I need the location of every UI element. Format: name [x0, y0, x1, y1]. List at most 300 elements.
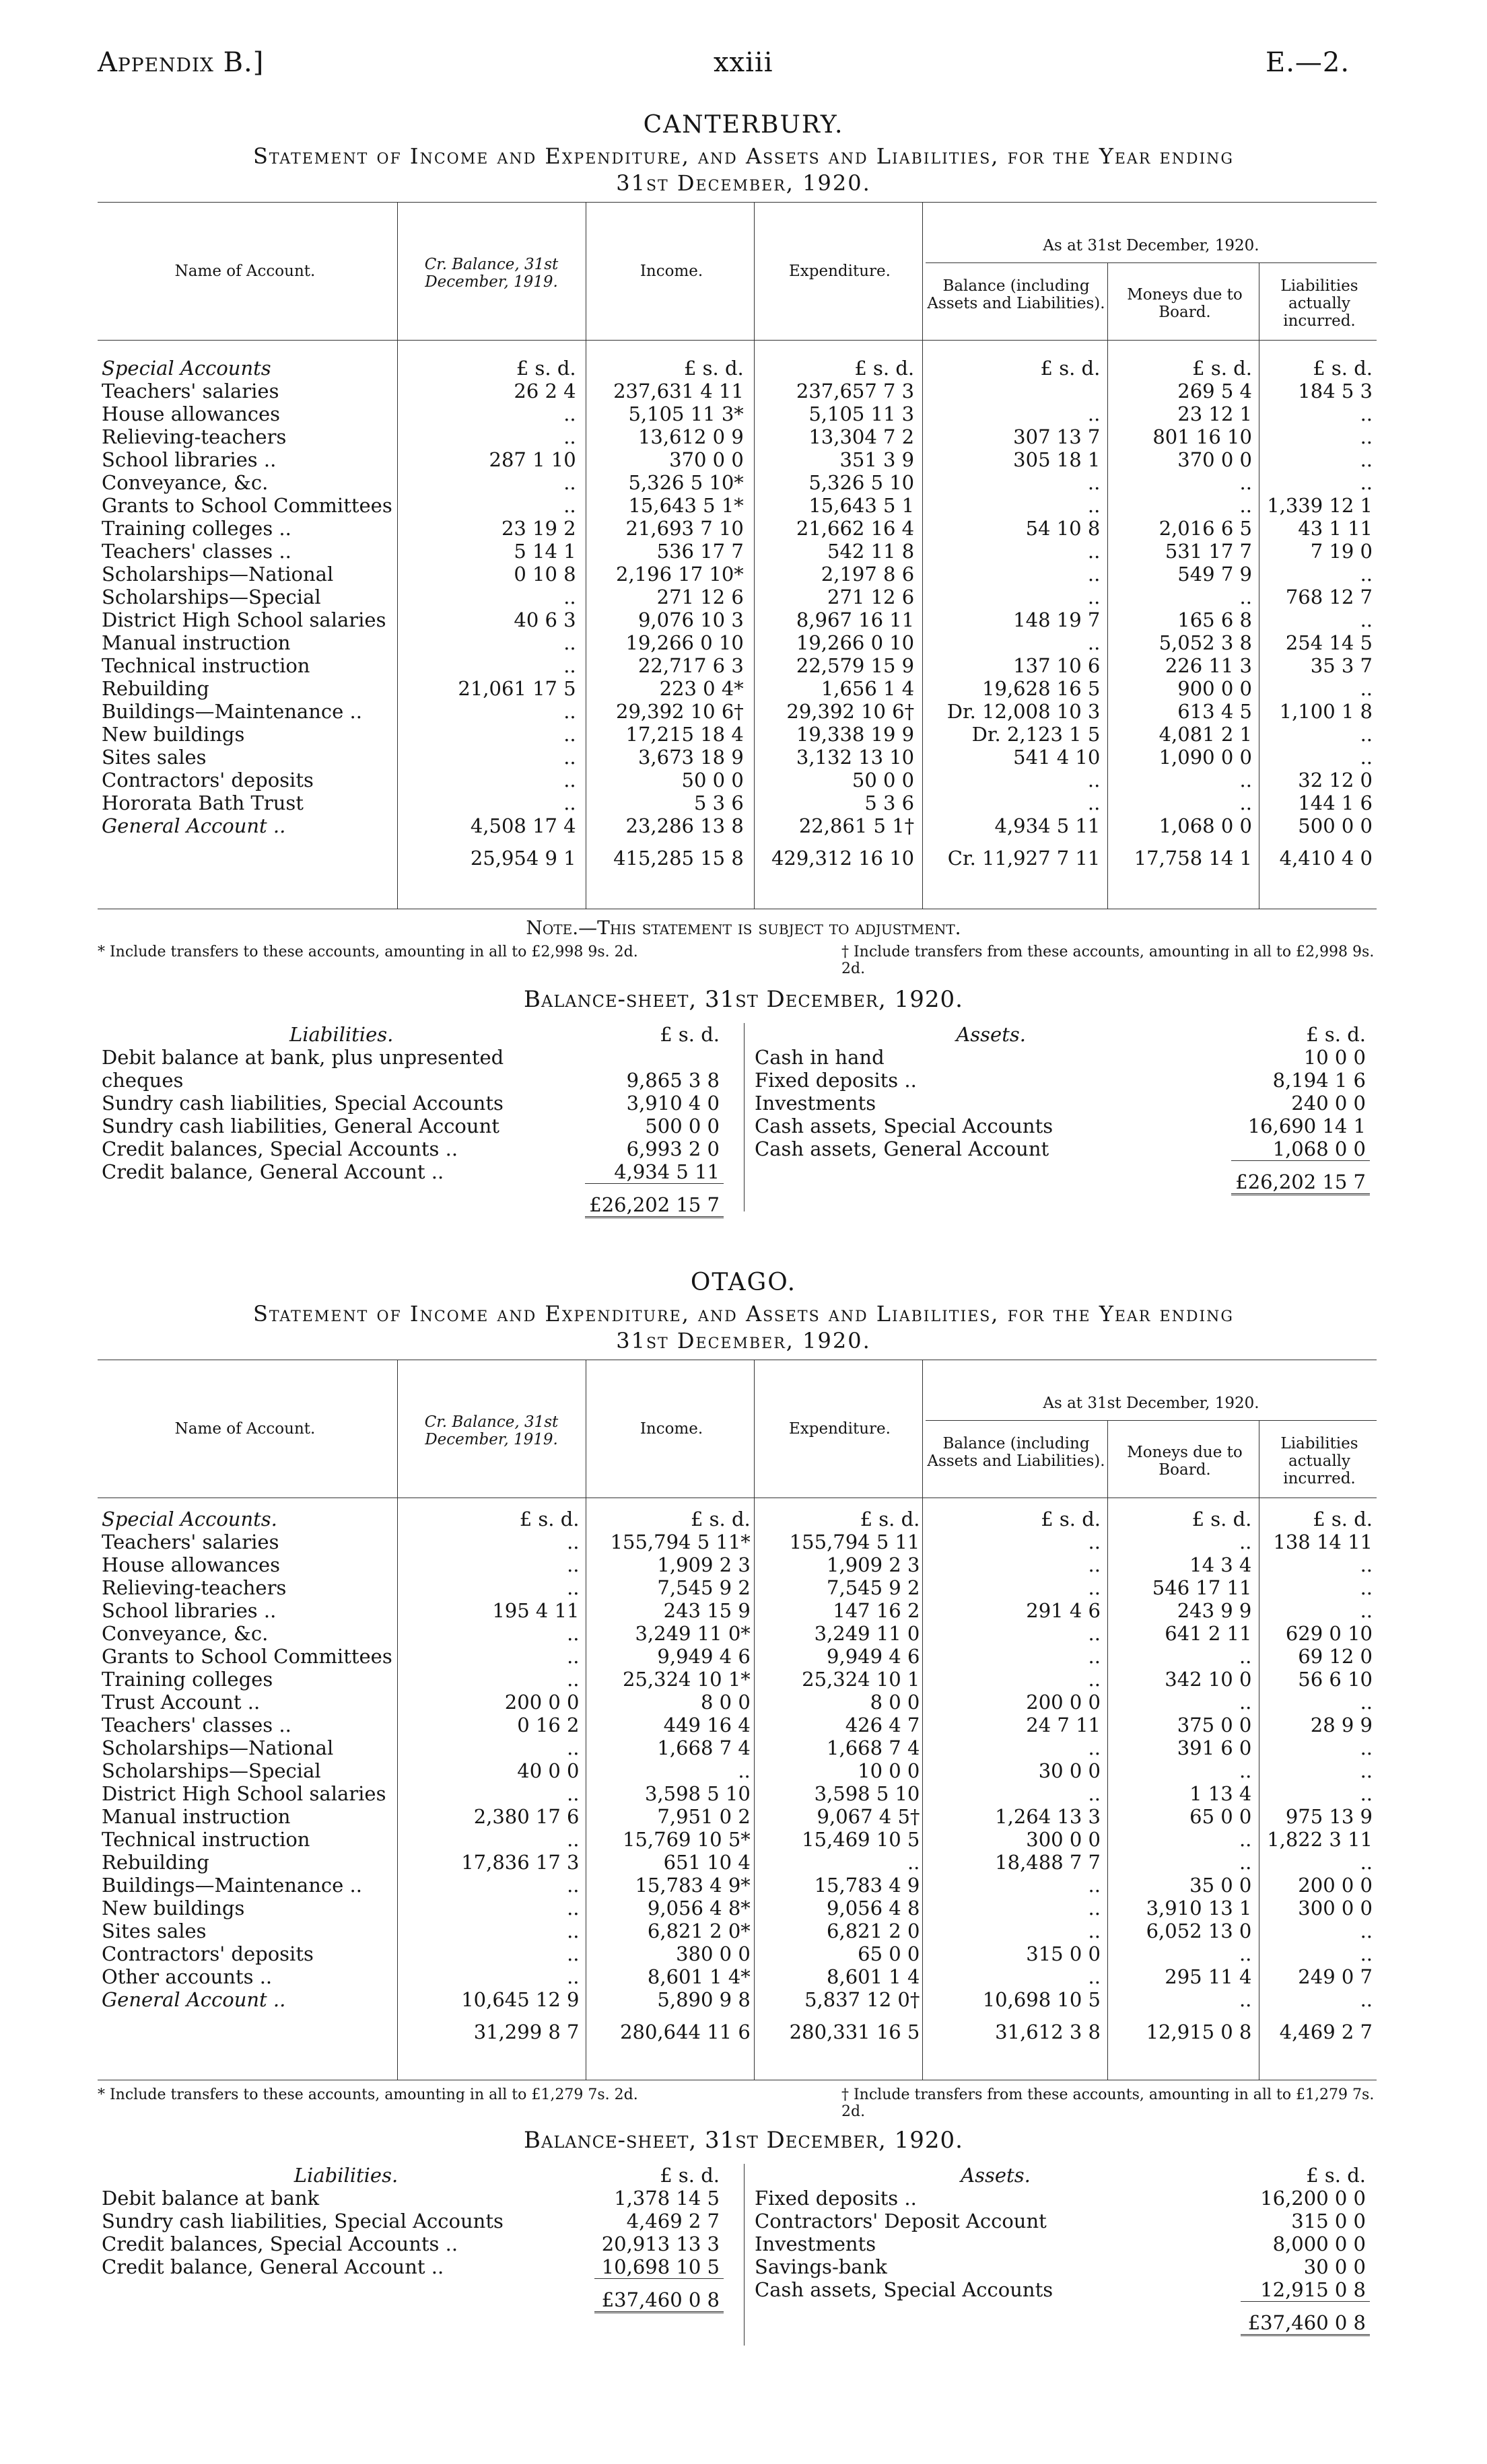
amount-cell: 19,338 19 9	[796, 723, 915, 746]
amount-cell: ..	[1088, 1553, 1101, 1576]
totals-row	[98, 837, 1377, 870]
item-label: Cash assets, Special Accounts	[755, 1115, 1053, 1137]
balance-sheet-row	[751, 1046, 1370, 1069]
amount-cell: 21,662 16 4	[796, 517, 915, 540]
col-expenditure-header: Expenditure.	[789, 262, 891, 280]
item-label: Credit balances, Special Accounts ..	[102, 1137, 458, 1160]
balance-sheet-row	[98, 2210, 724, 2232]
table-row	[98, 563, 1377, 586]
amount-cell: ..	[1088, 1622, 1101, 1645]
amount-cell: ..	[1088, 1576, 1101, 1599]
table-row	[98, 494, 1377, 517]
amount-cell: 342 10 0	[1165, 1668, 1252, 1691]
col-expenditure-header: Expenditure.	[789, 1420, 891, 1438]
canterbury-statement-line2: 31st December, 1920.	[616, 170, 871, 196]
item-amount: 500 0 0	[645, 1115, 720, 1137]
table-row	[98, 746, 1377, 769]
otago-statement-line1: Statement of Income and Expenditure, and Assets and Liabilities, for the Year ending	[252, 1301, 1235, 1327]
account-name: Teachers' salaries	[102, 1530, 279, 1553]
amount-cell: Dr. 12,008 10 3	[946, 700, 1101, 723]
amount-cell: 3,249 11 0	[814, 1622, 920, 1645]
amount-cell: 651 10 4	[663, 1851, 751, 1874]
amount-cell: 22,861 5 1†	[798, 814, 915, 837]
amount-cell: 536 17 7	[656, 540, 744, 563]
amount-cell: 15,469 10 5	[802, 1828, 920, 1851]
amount-cell: ..	[567, 1942, 580, 1965]
account-name: Technical instruction	[102, 654, 310, 677]
otago-column-headers	[98, 1360, 1377, 1498]
amount-cell: 5,105 11 3	[808, 402, 915, 425]
item-amount: 8,194 1 6	[1272, 1069, 1366, 1092]
table-row	[98, 1599, 1377, 1622]
amount-cell: 4,508 17 4	[470, 814, 576, 837]
account-name: Teachers' classes ..	[102, 540, 291, 563]
account-name: Contractors' deposits	[102, 769, 314, 791]
amount-cell: £ s. d.	[684, 357, 744, 380]
table-row	[98, 471, 1377, 494]
amount-cell: ..	[1088, 1920, 1101, 1942]
amount-cell: ..	[1360, 1759, 1373, 1782]
amount-cell: 22,579 15 9	[796, 654, 915, 677]
amount-cell: £ s. d.	[1313, 357, 1373, 380]
table-row	[98, 1645, 1377, 1668]
amount-cell: 249 0 7	[1298, 1965, 1373, 1988]
amount-cell: £ s. d.	[1192, 357, 1252, 380]
account-name: Buildings—Maintenance ..	[102, 1874, 362, 1897]
amount-cell: ..	[1087, 494, 1101, 517]
amount-cell: 271 12 6	[827, 586, 915, 608]
item-label: Fixed deposits ..	[755, 1069, 917, 1092]
table-row	[98, 700, 1377, 723]
amount-cell: 391 6 0	[1177, 1736, 1252, 1759]
amount-cell: 380 0 0	[676, 1942, 751, 1965]
amount-cell: 19,628 16 5	[982, 677, 1101, 700]
amount-cell: 10 0 0	[858, 1759, 920, 1782]
amount-cell: 3,132 13 10	[796, 746, 915, 769]
account-name: Hororata Bath Trust	[102, 791, 304, 814]
amount-cell: ..	[567, 1668, 580, 1691]
amount-cell: 541 4 10	[1013, 746, 1101, 769]
table-row	[98, 1622, 1377, 1645]
item-amount: 12,915 0 8	[1260, 2278, 1366, 2301]
item-amount: 1,068 0 0	[1272, 1137, 1366, 1160]
amount-cell: ..	[563, 586, 576, 608]
amount-cell: ..	[1239, 471, 1252, 494]
item-label: Investments	[755, 1092, 876, 1115]
amount-cell: ..	[1088, 1668, 1101, 1691]
amount-cell: 305 18 1	[1013, 448, 1101, 471]
amount-cell: ..	[567, 1622, 580, 1645]
amount-cell: ..	[1239, 586, 1252, 608]
amount-cell: 43 1 11	[1298, 517, 1373, 540]
amount-cell: ..	[738, 1759, 751, 1782]
item-label: Contractors' Deposit Account	[755, 2210, 1047, 2232]
amount-cell: 155,794 5 11*	[610, 1530, 751, 1553]
amount-cell: ..	[1239, 1942, 1252, 1965]
amount-cell: 137 10 6	[1013, 654, 1101, 677]
amount-cell: 5,890 9 8	[657, 1988, 751, 2011]
amount-cell: 10,645 12 9	[461, 1988, 580, 2011]
amount-cell: 768 12 7	[1285, 586, 1373, 608]
canterbury-note: Note.—This statement is subject to adjustment.	[526, 917, 961, 939]
amount-cell: 1,339 12 1	[1267, 494, 1373, 517]
item-amount: 10 0 0	[1303, 1046, 1366, 1069]
item-amount: 1,378 14 5	[614, 2187, 720, 2210]
amount-cell: 144 1 6	[1298, 791, 1373, 814]
amount-cell: 243 9 9	[1177, 1599, 1252, 1622]
col-balance-header: Balance (including Assets and Liabilities).	[927, 1435, 1105, 1470]
amount-cell: 975 13 9	[1285, 1805, 1373, 1828]
amount-cell: 4,410 4 0	[1279, 847, 1373, 870]
balance-sheet-row	[751, 2187, 1370, 2210]
amount-cell: 6,821 2 0*	[647, 1920, 751, 1942]
amount-cell: £ s. d.	[1041, 1508, 1101, 1530]
amount-cell: 426 4 7	[845, 1714, 920, 1736]
amount-cell: 50 0 0	[681, 769, 744, 791]
assets-total: £37,460 0 8	[1241, 2302, 1370, 2335]
amount-cell: ..	[1088, 1645, 1101, 1668]
amount-cell: ..	[1239, 1759, 1252, 1782]
amount-cell: 54 10 8	[1025, 517, 1101, 540]
amount-cell: 29,392 10 6†	[616, 700, 744, 723]
amount-cell: ..	[563, 494, 576, 517]
amount-cell: 25,324 10 1*	[623, 1668, 751, 1691]
otago-statement-line2: 31st December, 1920.	[616, 1328, 871, 1353]
table-row	[98, 1691, 1377, 1714]
table-row	[98, 1576, 1377, 1599]
amount-cell: 6,052 13 0	[1146, 1920, 1252, 1942]
amount-cell: 546 17 11	[1152, 1576, 1252, 1599]
amount-cell: ..	[1087, 586, 1101, 608]
otago-footnote-from: † Include transfers from these accounts, amounting in all to £1,279 7s. 2d.	[841, 2086, 1375, 2120]
amount-cell: 147 16 2	[833, 1599, 920, 1622]
amount-cell: 3,598 5 10	[814, 1782, 920, 1805]
otago-accounts-table	[98, 1508, 1377, 2043]
col-cr-header: Cr. Balance, 31st December, 1919.	[424, 256, 559, 291]
amount-cell: ..	[1087, 769, 1101, 791]
amount-cell: 200 0 0	[1298, 1874, 1373, 1897]
amount-cell: 415,285 15 8	[613, 847, 744, 870]
amount-cell: ..	[567, 1530, 580, 1553]
amount-cell: 3,598 5 10	[644, 1782, 751, 1805]
amount-cell: 613 4 5	[1177, 700, 1252, 723]
report-code: E.—2.	[1266, 47, 1350, 78]
item-label: Cash assets, General Account	[755, 1137, 1049, 1161]
amount-cell: ..	[1239, 1988, 1252, 2011]
item-label: Credit balances, Special Accounts ..	[102, 2232, 458, 2255]
table-row	[98, 1553, 1377, 1576]
amount-cell: ..	[1360, 1576, 1373, 1599]
account-name: Sites sales	[102, 1920, 207, 1942]
account-name: Manual instruction	[102, 631, 291, 654]
amount-cell: 40 6 3	[514, 608, 576, 631]
table-row	[98, 814, 1377, 837]
amount-cell: 280,331 16 5	[789, 2020, 920, 2043]
amount-cell: 2,196 17 10*	[616, 563, 744, 586]
amount-cell: ..	[1088, 1965, 1101, 1988]
item-amount: 10,698 10 5	[601, 2255, 720, 2278]
account-name: Scholarships—Special	[102, 1759, 321, 1782]
item-label: Cash assets, Special Accounts	[755, 2278, 1053, 2302]
amount-cell: 801 16 10	[1152, 425, 1252, 448]
amount-cell: 0 10 8	[514, 563, 576, 586]
amount-cell: 56 6 10	[1298, 1668, 1373, 1691]
amount-cell: 7,951 0 2	[657, 1805, 751, 1828]
amount-cell: 21,693 7 10	[625, 517, 744, 540]
amount-cell: 3,673 18 9	[637, 746, 744, 769]
amount-cell: 237,657 7 3	[796, 380, 915, 402]
amount-cell: 307 13 7	[1013, 425, 1101, 448]
amount-cell: 15,769 10 5*	[623, 1828, 751, 1851]
currency-heading: £ s. d.	[660, 2164, 720, 2187]
amount-cell: ..	[1087, 791, 1101, 814]
amount-cell: ..	[1360, 1988, 1373, 2011]
amount-cell: 26 2 4	[514, 380, 576, 402]
amount-cell: 19,266 0 10	[625, 631, 744, 654]
amount-cell: 1,100 1 8	[1279, 700, 1373, 723]
amount-cell: ..	[1088, 1736, 1101, 1759]
table-row	[98, 608, 1377, 631]
table-row	[98, 677, 1377, 700]
amount-cell: ..	[1360, 1920, 1373, 1942]
balance-sheet-row	[98, 2187, 724, 2210]
amount-cell: ..	[1360, 1553, 1373, 1576]
col-name-header: Name of Account.	[174, 1420, 316, 1438]
amount-cell: ..	[563, 791, 576, 814]
otago-balance-sheet-title: Balance-sheet, 31st December, 1920.	[524, 2127, 963, 2154]
currency-heading: £ s. d.	[1306, 1023, 1366, 1046]
table-row	[98, 1851, 1377, 1874]
amount-cell: 25,324 10 1	[802, 1668, 920, 1691]
account-name: General Account ..	[102, 814, 286, 837]
amount-cell: 449 16 4	[663, 1714, 751, 1736]
amount-cell: ..	[1088, 1874, 1101, 1897]
amount-cell: ..	[1239, 791, 1252, 814]
amount-cell: ..	[1239, 1828, 1252, 1851]
amount-cell: ..	[563, 402, 576, 425]
amount-cell: 15,783 4 9*	[635, 1874, 751, 1897]
amount-cell: 15,783 4 9	[814, 1874, 920, 1897]
table-row	[98, 631, 1377, 654]
amount-cell: 5,105 11 3*	[628, 402, 744, 425]
amount-cell: 23 19 2	[501, 517, 576, 540]
amount-cell: ..	[567, 1576, 580, 1599]
amount-cell: 370 0 0	[669, 448, 744, 471]
account-name: House allowances	[102, 402, 281, 425]
amount-cell: 1 13 4	[1189, 1782, 1252, 1805]
amount-cell: 2,016 6 5	[1159, 517, 1252, 540]
amount-cell: 5,326 5 10*	[628, 471, 744, 494]
amount-cell: 6,821 2 0	[827, 1920, 920, 1942]
item-amount: 8,000 0 0	[1272, 2232, 1366, 2255]
table-row	[98, 380, 1377, 402]
table-row	[98, 791, 1377, 814]
amount-cell: 3,249 11 0*	[635, 1622, 751, 1645]
assets-heading: Assets.	[956, 1023, 1026, 1046]
amount-cell: £ s. d.	[691, 1508, 751, 1530]
item-label: Debit balance at bank, plus unpresented cheques	[102, 1046, 504, 1092]
amount-cell: 2,197 8 6	[821, 563, 915, 586]
col-liabilities-header: Liabilities actually incurred.	[1280, 1435, 1358, 1487]
amount-cell: 5 3 6	[864, 791, 915, 814]
amount-cell: 900 0 0	[1177, 677, 1252, 700]
item-amount: 4,934 5 11	[614, 1160, 720, 1183]
table-row	[98, 1828, 1377, 1851]
amount-cell: 65 0 0	[858, 1942, 920, 1965]
amount-cell: ..	[1239, 769, 1252, 791]
table-row	[98, 357, 1377, 380]
account-name: Relieving-teachers	[102, 1576, 287, 1599]
amount-cell: ..	[1087, 631, 1101, 654]
account-name: Conveyance, &c.	[102, 471, 269, 494]
account-name: Scholarships—Special	[102, 586, 321, 608]
table-row	[98, 1759, 1377, 1782]
amount-cell: ..	[1360, 723, 1373, 746]
amount-cell: ..	[1239, 1530, 1252, 1553]
table-row	[98, 586, 1377, 608]
amount-cell: ..	[1360, 1736, 1373, 1759]
amount-cell: £ s. d.	[516, 357, 576, 380]
amount-cell: 4,081 2 1	[1159, 723, 1252, 746]
amount-cell: ..	[563, 723, 576, 746]
amount-cell	[918, 380, 1104, 402]
amount-cell: 542 11 8	[827, 540, 915, 563]
currency-heading: £ s. d.	[660, 1023, 720, 1046]
amount-cell: 17,758 14 1	[1134, 847, 1252, 870]
account-name: Special Accounts	[102, 357, 271, 380]
item-label: Investments	[755, 2232, 876, 2255]
amount-cell: 287 1 10	[489, 448, 576, 471]
amount-cell: £ s. d.	[860, 1508, 920, 1530]
amount-cell: Dr. 2,123 1 5	[971, 723, 1101, 746]
amount-cell: 165 6 8	[1177, 608, 1252, 631]
amount-cell: 28 9 9	[1310, 1714, 1373, 1736]
table-row	[98, 540, 1377, 563]
amount-cell: ..	[1087, 563, 1101, 586]
balance-sheet-row	[751, 1115, 1370, 1137]
amount-cell: ..	[563, 746, 576, 769]
canterbury-liabilities	[98, 1023, 737, 1218]
table-row	[98, 1965, 1377, 1988]
balance-sheet-row	[98, 1092, 724, 1115]
amount-cell: 8,601 1 4*	[647, 1965, 751, 1988]
balance-sheet-row	[98, 1137, 724, 1160]
canterbury-footnote-to: * Include transfers to these accounts, amounting in all to £2,998 9s. 2d.	[98, 944, 638, 960]
table-row	[98, 1530, 1377, 1553]
amount-cell: 200 0 0	[1026, 1691, 1101, 1714]
account-name	[98, 837, 400, 870]
table-row	[98, 402, 1377, 425]
account-name: Teachers' classes ..	[102, 1714, 291, 1736]
amount-cell: ..	[567, 1736, 580, 1759]
amount-cell: 315 0 0	[1026, 1942, 1101, 1965]
amount-cell: 7,545 9 2	[827, 1576, 920, 1599]
amount-cell: ..	[1360, 1942, 1373, 1965]
amount-cell: £ s. d.	[1191, 1508, 1252, 1530]
account-name: Buildings—Maintenance ..	[102, 700, 362, 723]
amount-cell: ..	[1239, 1691, 1252, 1714]
table-row	[98, 1874, 1377, 1897]
amount-cell: 629 0 10	[1285, 1622, 1373, 1645]
amount-cell: 8,967 16 11	[796, 608, 915, 631]
amount-cell: 69 12 0	[1298, 1645, 1373, 1668]
canterbury-statement-line1: Statement of Income and Expenditure, and Assets and Liabilities, for the Year ending	[252, 143, 1235, 169]
item-amount: 16,200 0 0	[1260, 2187, 1366, 2210]
amount-cell: 184 5 3	[1298, 380, 1373, 402]
amount-cell: 351 3 9	[839, 448, 915, 471]
amount-cell: ..	[1087, 540, 1101, 563]
amount-cell: 641 2 11	[1165, 1622, 1252, 1645]
amount-cell: 237,631 4 11	[613, 380, 744, 402]
amount-cell: ..	[567, 1828, 580, 1851]
amount-cell: ..	[1087, 402, 1101, 425]
account-name: Teachers' salaries	[102, 380, 279, 402]
amount-cell: ..	[567, 1645, 580, 1668]
amount-cell: 5 3 6	[693, 791, 744, 814]
account-name: Relieving-teachers	[102, 425, 287, 448]
balance-sheet-row	[98, 2255, 724, 2279]
amount-cell: 17,215 18 4	[625, 723, 744, 746]
amount-cell: 195 4 11	[492, 1599, 580, 1622]
canterbury-assets	[751, 1023, 1377, 1195]
amount-cell: ..	[1360, 425, 1373, 448]
canterbury-column-headers	[98, 202, 1377, 340]
account-name: Conveyance, &c.	[102, 1622, 269, 1645]
item-label: Sundry cash liabilities, General Account	[102, 1115, 499, 1137]
amount-cell: 280,644 11 6	[620, 2020, 751, 2043]
amount-cell: ..	[1087, 471, 1101, 494]
amount-cell: ..	[1360, 402, 1373, 425]
item-label: Debit balance at bank	[102, 2187, 320, 2210]
amount-cell: ..	[1360, 1599, 1373, 1622]
amount-cell: 31,299 8 7	[473, 2020, 580, 2043]
account-name: Scholarships—National	[102, 563, 334, 586]
item-amount: 6,993 2 0	[626, 1137, 720, 1160]
canterbury-accounts-table	[98, 357, 1377, 870]
item-amount: 240 0 0	[1291, 1092, 1366, 1115]
amount-cell: ..	[1239, 1645, 1252, 1668]
amount-cell: 17,836 17 3	[461, 1851, 580, 1874]
balance-sheet-row	[751, 2278, 1370, 2302]
amount-cell: 3,910 13 1	[1146, 1897, 1252, 1920]
amount-cell: ..	[567, 1874, 580, 1897]
amount-cell: 40 0 0	[517, 1759, 580, 1782]
account-name: Other accounts ..	[102, 1965, 273, 1988]
item-amount: 3,910 4 0	[626, 1092, 720, 1115]
amount-cell: ..	[567, 1897, 580, 1920]
amount-cell: 138 14 11	[1273, 1530, 1373, 1553]
table-row	[98, 1942, 1377, 1965]
balance-sheet-row	[98, 1160, 724, 1184]
account-name: Special Accounts.	[102, 1508, 277, 1530]
col-name-header: Name of Account.	[174, 262, 316, 280]
amount-cell: 9,056 4 8	[827, 1897, 920, 1920]
table-row	[98, 517, 1377, 540]
balance-sheet-row	[751, 1092, 1370, 1115]
canterbury-balance-sheet-title: Balance-sheet, 31st December, 1920.	[524, 986, 963, 1013]
table-row	[98, 425, 1377, 448]
amount-cell: 25,954 9 1	[470, 847, 576, 870]
amount-cell: 35 3 7	[1310, 654, 1373, 677]
amount-cell: ..	[563, 425, 576, 448]
account-name: Scholarships—National	[102, 1736, 334, 1759]
amount-cell: 7 19 0	[1310, 540, 1373, 563]
col-moneys-header: Moneys due to Board.	[1127, 1444, 1243, 1479]
amount-cell: 155,794 5 11	[789, 1530, 920, 1553]
amount-cell: 65 0 0	[1189, 1805, 1252, 1828]
table-row	[98, 448, 1377, 471]
amount-cell: 148 19 7	[1013, 608, 1101, 631]
